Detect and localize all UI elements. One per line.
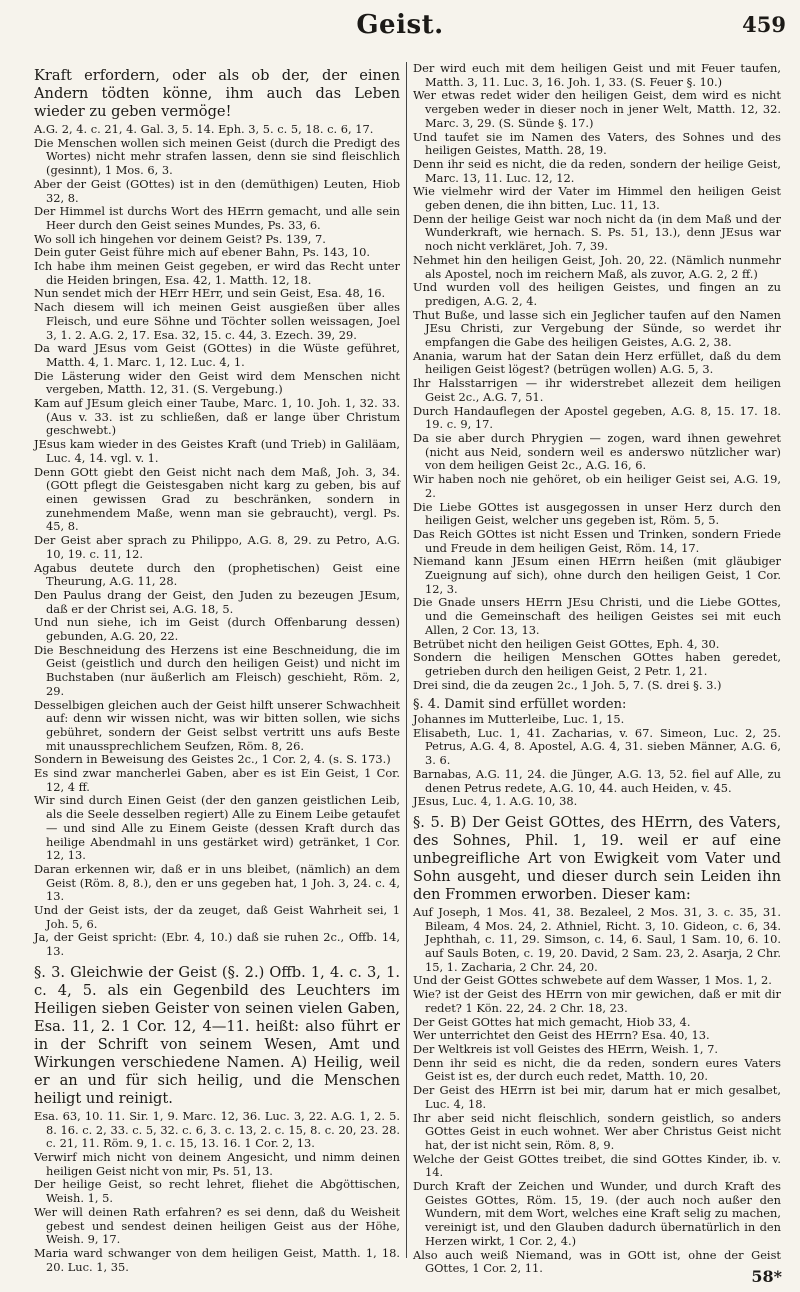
scripture-entry: Da ward JEsus vom Geist (GOttes) in die Wüste geführet, Matth. 4, 1. Marc. 1, 12. Luc. 4, 1. <box>34 341 400 369</box>
scripture-entry: Drei sind, die da zeugen 2c., 1 Joh. 5, 7. (S. drei §. 3.) <box>413 677 722 692</box>
scripture-entry: Das Reich GOttes ist nicht Essen und Trinken, sondern Friede und Freude in dem heiligen Geist, Röm. 14, 17. <box>413 526 781 555</box>
scripture-entry: Und nun siehe, ich im Geist (durch Offenbarung dessen) gebunden, A.G. 20, 22. <box>34 615 400 644</box>
scripture-entry: Denn GOtt giebt den Geist nicht nach dem Maß, Joh. 3, 34. (GOtt pflegt die Geistesgaben nicht karg zu geben, bis auf einen gewissen Grad zu beschränken, sondern in zunehmendem Maße, wenn man sie gebraucht), vergl. Ps. 45, 8. <box>34 464 400 534</box>
scripture-entry: Die Menschen wollen sich meinen Geist (durch die Predigt des Wortes) nicht mehr strafen lassen, denn sie sind fleischlich (gesinnt), 1 Mos. 6, 3. <box>34 135 400 178</box>
scripture-entry: Wo soll ich hingehen vor deinem Geist? Ps. 139, 7. <box>34 231 326 246</box>
scripture-entry: Wir haben noch nie gehöret, ob ein heiliger Geist sei, A.G. 19, 2. <box>413 472 781 500</box>
scripture-entry: Und der Geist GOttes schwebete auf dem Wasser, 1 Mos. 1, 2. <box>413 973 772 988</box>
scripture-entry: Und wurden voll des heiligen Geistes, und fingen an zu predigen, A.G. 2, 4. <box>413 280 781 308</box>
scripture-entry: Der heilige Geist, so recht lehret, fliehet die Abgöttischen, Weish. 1, 5. <box>34 1177 400 1206</box>
right-column <box>413 61 781 1276</box>
scripture-entry: Daran erkennen wir, daß er in uns bleibet, (nämlich) an dem Geist (Röm. 8, 8.), den er uns gegeben hat, 1 Joh. 3, 24. c. 4, 13. <box>34 861 400 904</box>
scripture-entry: Ich habe ihm meinen Geist gegeben, er wird das Recht unter die Heiden bringen, Esa. 42, 1. Matth. 12, 18. <box>34 259 400 287</box>
scripture-entry: Betrübet nicht den heiligen Geist GOttes, Eph. 4, 30. <box>413 636 720 651</box>
scripture-entry: Desselbigen gleichen auch der Geist hilft unserer Schwachheit auf: denn wir wissen nicht, was wir bitten sollen, wie sichs gebühret, sondern der Geist selbst vertritt uns aufs Beste mit unaussprechlichem Seufzen, Röm. 8, 26. <box>34 697 400 753</box>
scripture-entry: Ihr aber seid nicht fleischlich, sondern geistlich, so anders GOttes Geist in euch wohnet. Wer aber Christus Geist nicht hat, der ist nicht sein, Röm. 8, 9. <box>413 1110 781 1152</box>
scripture-entry: Sondern in Beweisung des Geistes 2c., 1 Cor. 2, 4. (s. S. 173.) <box>34 752 391 767</box>
scripture-entry: Nun sendet mich der HErr HErr, und sein Geist, Esa. 48, 16. <box>34 286 386 301</box>
section-heading: §. 4. Damit sind erfüllet worden: <box>413 697 627 713</box>
scripture-entry: Der Geist GOttes hat mich gemacht, Hiob 33, 4. <box>413 1014 691 1029</box>
scripture-entry: Wer unterrichtet den Geist des HErrn? Esa. 40, 13. <box>413 1028 710 1043</box>
scripture-entry: Ihr Halsstarrigen — ihr widerstrebet allezeit dem heiligen Geist 2c., A.G. 7, 51. <box>413 376 781 404</box>
scripture-entry: Wir sind durch Einen Geist (der den ganzen geistlichen Leib, als die Seele desselben regiert) Alle zu Einem Leibe getaufet — und sind Alle zu Einem Geiste (dessen Kraft durch das heilige Abendmahl in uns gestärket wird) getränket, 1 Cor. 12, 13. <box>34 793 400 863</box>
scripture-entry: Johannes im Mutterleibe, Luc. 1, 15. <box>413 712 625 727</box>
scripture-entry: Barnabas, A.G. 11, 24. die Jünger, A.G. 13, 52. fiel auf Alle, zu denen Petrus redete, A.G. 10, 44. auch Heiden, v. 45. <box>413 766 781 795</box>
scripture-entry: JEsus, Luc. 4, 1. A.G. 10, 38. <box>413 794 578 809</box>
scripture-entry: Welche der Geist GOttes treibet, die sind GOttes Kinder, ib. v. 14. <box>413 1151 781 1180</box>
page-number: 459 <box>742 12 786 37</box>
scripture-entry: Also auch weiß Niemand, was in GOtt ist, ohne der Geist GOttes, 1 Cor. 2, 11. <box>413 1247 781 1276</box>
scripture-entry: A.G. 2, 4. c. 21, 4. Gal. 3, 5. 14. Eph. 3, 5. c. 5, 18. c. 6, 17. <box>34 122 374 136</box>
scripture-entry: Der Geist des HErrn ist bei mir, darum hat er mich gesalbet, Luc. 4, 18. <box>413 1083 781 1111</box>
signature-mark: 58* <box>751 1267 782 1286</box>
scripture-entry: Auf Joseph, 1 Mos. 41, 38. Bezaleel, 2 Mos. 31, 3. c. 35, 31. Bileam, 4 Mos. 24, 2. Athniel, Richt. 3, 10. Gideon, c. 6, 34. Jephthah, c. 11, 29. Simson, c. 14, 6. Saul, 1 Sam. 10, 6. 10. auf Sauls Boten, c. 19, 20. David, 2 Sam. 23, 2. Asarja, 2 Chr. 15, 1. Zacharia, 2 Chr. 24, 20. <box>413 904 781 974</box>
scripture-entry: Und taufet sie im Namen des Vaters, des Sohnes und des heiligen Geistes, Matth. 28, 19. <box>413 129 781 158</box>
scripture-entry: Der Himmel ist durchs Wort des HErrn gemacht, und alle sein Heer durch den Geist seines Mundes, Ps. 33, 6. <box>34 204 400 232</box>
scripture-entry: JEsus kam wieder in des Geistes Kraft (und Trieb) in Galiläam, Luc. 4, 14. vgl. v. 1. <box>34 437 400 465</box>
scripture-entry: Und der Geist ists, der da zeuget, daß Geist Wahrheit sei, 1 Joh. 5, 6. <box>34 903 400 931</box>
scripture-entry: Die Lästerung wider den Geist wird dem Menschen nicht vergeben, Matth. 12, 31. (S. Vergebung.) <box>34 368 400 397</box>
scripture-entry: Ja, der Geist spricht: (Ebr. 4, 10.) daß sie ruhen 2c., Offb. 14, 13. <box>34 930 400 959</box>
scripture-entry: Esa. 63, 10. 11. Sir. 1, 9. Marc. 12, 36. Luc. 3, 22. A.G. 1, 2. 5. 8. 16. c. 2, 33. c. 5, 32. c. 6, 3. c. 13, 2. c. 15, 8. c. 20, 23. 28. c. 21, 11. Röm. 9, 1. c. 15, 13. 16. 1 Cor. 2, 13. <box>34 1108 400 1151</box>
scripture-entry: Wer will deinen Rath erfahren? es sei denn, daß du Weisheit gebest und sendest deinen heiligen Geist aus der Höhe, Weish. 9, 17. <box>34 1204 400 1247</box>
scripture-entry: Sondern die heiligen Menschen GOttes haben geredet, getrieben durch den heiligen Geist, 2 Petr. 1, 21. <box>413 650 781 678</box>
page-header-title: Geist. <box>356 10 444 40</box>
scripture-entry: Kam auf JEsum gleich einer Taube, Marc. 1, 10. Joh. 1, 32. 33. (Aus v. 33. ist zu schließen, daß er lange über Christum geschwebt.) <box>34 396 400 438</box>
scripture-entry: Anania, warum hat der Satan dein Herz erfüllet, daß du dem heiligen Geist lögest? (betrügen wollen) A.G. 5, 3. <box>413 348 781 377</box>
scripture-entry: Wer etwas redet wider den heiligen Geist, dem wird es nicht vergeben weder in dieser noch in jener Welt, Matth. 12, 32. Marc. 3, 29. (S. Sünde §. 17.) <box>413 88 781 130</box>
column-divider <box>406 62 407 1258</box>
scripture-entry: Durch Handauflegen der Apostel gegeben, A.G. 8, 15. 17. 18. 19. c. 9, 17. <box>413 403 781 432</box>
scripture-entry: Elisabeth, Luc. 1, 41. Zacharias, v. 67. Simeon, Luc. 2, 25. Petrus, A.G. 4, 8. Apostel, A.G. 4, 31. sieben Männer, A.G. 6, 3. 6. <box>413 725 781 768</box>
scripture-entry: Da sie aber durch Phrygien — zogen, ward ihnen gewehret (nicht aus Neid, sondern weil es anderswo nützlicher war) von dem heiligen Geist 2c., A.G. 16, 6. <box>413 430 781 473</box>
scripture-entry: Den Paulus drang der Geist, den Juden zu bezeugen JEsum, daß er der Christ sei, A.G. 18, 5. <box>34 587 400 616</box>
scripture-entry: Wie? ist der Geist des HErrn von mir gewichen, daß er mit dir redet? 1 Kön. 22, 24. 2 Chr. 18, 23. <box>413 987 781 1015</box>
section-paragraph: §. 5. B) Der Geist GOttes, des HErrn, des Vaters, des Sohnes, Phil. 1, 19. weil er auf eine unbegreifliche Art von Ewigkeit vom Vater und Sohn ausgeht, und dieser durch sein Leiden ihn den Frommen erworben. Dieser kam: <box>413 813 781 903</box>
scripture-entry: Verwirf mich nicht von deinem Angesicht, und nimm deinen heiligen Geist nicht von mir, Ps. 51, 13. <box>34 1150 400 1178</box>
scripture-entry: Denn der heilige Geist war noch nicht da (in dem Maß und der Wunderkraft, wie hernach. S. Ps. 51, 13.), denn JEsus war noch nicht verkläret, Joh. 7, 39. <box>413 211 781 254</box>
scripture-entry: Nehmet hin den heiligen Geist, Joh. 20, 22. (Nämlich nunmehr als Apostel, noch im reichern Maß, als zuvor, A.G. 2, 2 ff.) <box>413 252 781 281</box>
scripture-entry: Die Gnade unsers HErrn JEsu Christi, und die Liebe GOttes, und die Gemeinschaft des heiligen Geistes sei mit euch Allen, 2 Cor. 13, 13. <box>413 595 781 637</box>
scripture-entry: Maria ward schwanger von dem heiligen Geist, Matth. 1, 18. 20. Luc. 1, 35. <box>34 1245 400 1274</box>
section-paragraph: §. 3. Gleichwie der Geist (§. 2.) Offb. 1, 4. c. 3, 1. c. 4, 5. als ein Gegenbild des Leuchters im Heiligen sieben Geister von seinen vielen Gaben, Esa. 11, 2. 1 Cor. 12, 4—11. heißt: also führt er in der Schrift von seinem Wesen, Amt und Wirkungen verschiedene Namen. A) Heilig, weil er an und für sich heilig, und die Menschen heiligt und reinigt. <box>34 963 400 1107</box>
scripture-entry: Nach diesem will ich meinen Geist ausgießen über alles Fleisch, und eure Söhne und Töchter sollen weissagen, Joel 3, 1. 2. A.G. 2, 17. Esa. 32, 15. c. 44, 3. Ezech. 39, 29. <box>34 300 400 342</box>
left-column <box>34 62 400 1274</box>
scripture-entry: Es sind zwar mancherlei Gaben, aber es ist Ein Geist, 1 Cor. 12, 4 ff. <box>34 766 400 794</box>
scripture-entry: Dein guter Geist führe mich auf ebener Bahn, Ps. 143, 10. <box>34 245 370 260</box>
scripture-entry: Aber der Geist (GOttes) ist in den (demüthigen) Leuten, Hiob 32, 8. <box>34 176 400 205</box>
scripture-entry: Der Weltkreis ist voll Geistes des HErrn, Weish. 1, 7. <box>413 1042 719 1056</box>
scripture-entry: Niemand kann JEsum einen HErrn heißen (mit gläubiger Zueignung auf sich), ohne durch den heiligen Geist, 1 Cor. 12, 3. <box>413 554 781 596</box>
scripture-entry: Denn ihr seid es nicht, die da reden, sondern eures Vaters Geist ist es, der durch euch redet, Matth. 10, 20. <box>413 1055 781 1084</box>
scripture-entry: Die Liebe GOttes ist ausgegossen in unser Herz durch den heiligen Geist, welcher uns gegeben ist, Röm. 5, 5. <box>413 499 781 528</box>
scripture-entry: Agabus deutete durch den (prophetischen) Geist eine Theurung, A.G. 11, 28. <box>34 560 400 589</box>
scripture-entry: Durch Kraft der Zeichen und Wunder, und durch Kraft des Geistes GOttes, Röm. 15, 19. (der auch noch außer den Wundern, mit dem Wort, welches eine Kraft selig zu machen, vereinigt ist, und den Glauben dadurch übernatürlich in den Herzen wirkt, 1 Cor. 2, 4.) <box>413 1179 781 1248</box>
scripture-entry: Die Beschneidung des Herzens ist eine Beschneidung, die im Geist (geistlich und durch den heiligen Geist) und nicht im Buchstaben (nur äußerlich am Fleisch) geschieht, Röm. 2, 29. <box>34 642 400 698</box>
scripture-entry: Denn ihr seid es nicht, die da reden, sondern der heilige Geist, Marc. 13, 11. Luc. 12, 12. <box>413 156 781 185</box>
section-paragraph: Kraft erfordern, oder als ob der, der einen Andern tödten könne, ihm auch das Leben wieder zu geben vermöge! <box>34 67 400 120</box>
scripture-entry: Thut Buße, und lasse sich ein Jeglicher taufen auf den Namen JEsu Christi, zur Vergebung der Sünde, so werdet ihr empfangen die Gabe des heiligen Geistes, A.G. 2, 38. <box>413 307 781 350</box>
scripture-entry: Wie vielmehr wird der Vater im Himmel den heiligen Geist geben denen, die ihn bitten, Luc. 11, 13. <box>413 184 781 213</box>
scripture-entry: Der Geist aber sprach zu Philippo, A.G. 8, 29. zu Petro, A.G. 10, 19. c. 11, 12. <box>34 533 400 561</box>
scripture-entry: Der wird euch mit dem heiligen Geist und mit Feuer taufen, Matth. 3, 11. Luc. 3, 16. Joh. 1, 33. (S. Feuer §. 10.) <box>413 61 781 89</box>
